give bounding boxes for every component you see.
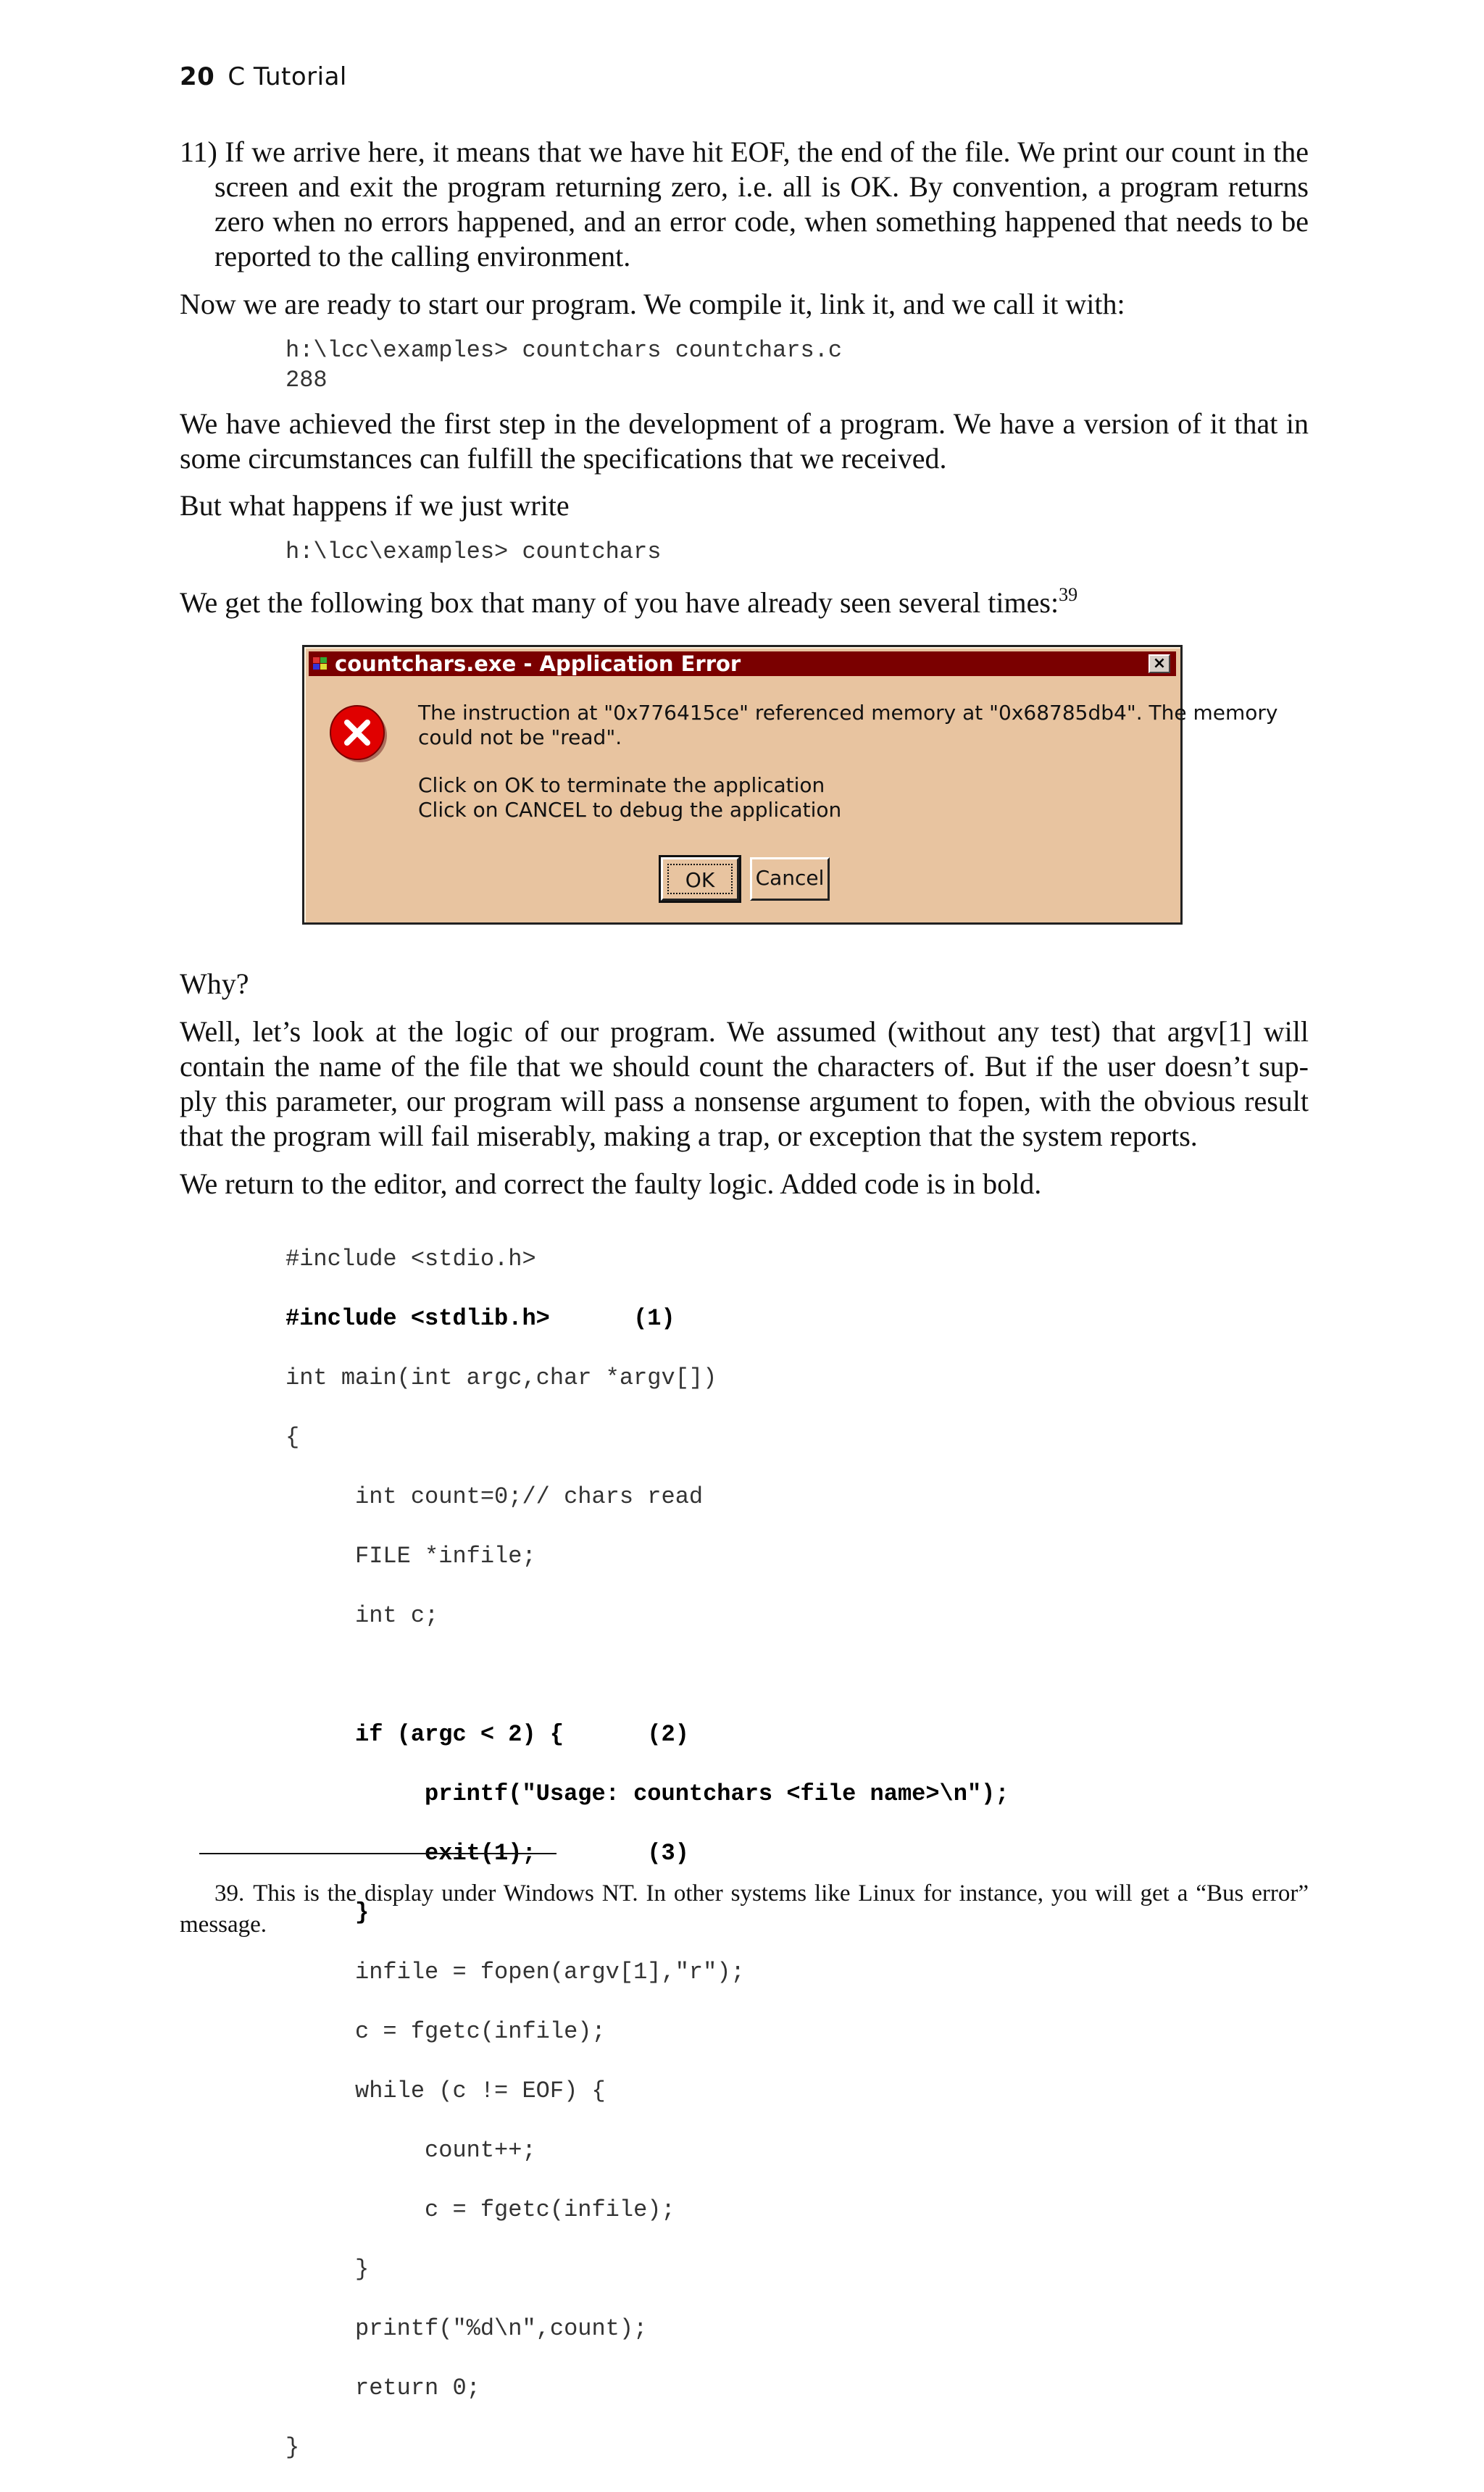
error-message-line-1: The instruction at "0x776415ce" referenced memory at "0x68785db4". The memory xyxy=(418,701,1278,725)
code-line-added: if (argc < 2) { (2) xyxy=(285,1721,689,1748)
code-line: infile = fopen(argv[1],"r"); xyxy=(285,1959,745,1985)
application-error-dialog xyxy=(302,645,1278,925)
code-line: count++; xyxy=(285,2137,536,2164)
code-line: int count=0;// chars read xyxy=(285,1483,704,1510)
paragraph-what-happens: But what happens if we just write xyxy=(180,489,570,522)
close-button[interactable]: × xyxy=(1149,654,1170,673)
footnote-number: 39. xyxy=(214,1880,245,1906)
footnote-marker: 39 xyxy=(1059,584,1078,605)
error-message-line-4: Click on CANCEL to debug the application xyxy=(418,798,842,822)
page-number: 20 xyxy=(180,62,215,91)
code-line: } xyxy=(285,2256,370,2283)
code-line: c = fgetc(infile); xyxy=(285,2196,675,2223)
error-message-line-2: could not be "read". xyxy=(418,725,622,749)
app-icon xyxy=(313,657,328,670)
ok-button-label: OK xyxy=(667,864,733,894)
ok-button[interactable] xyxy=(661,857,739,901)
code-line: { xyxy=(285,1424,300,1451)
paragraph-ready: Now we are ready to start our program. We compile it, link it, and we call it with: xyxy=(180,288,1125,320)
cancel-button[interactable]: Cancel xyxy=(750,857,830,901)
code-line: printf("%d\n",count); xyxy=(285,2315,648,2342)
command-example-2: h:\lcc\examples> countchars xyxy=(285,538,662,565)
code-line: c = fgetc(infile); xyxy=(285,2018,606,2045)
code-line: #include <stdio.h> xyxy=(285,1246,536,1272)
code-line: int main(int argc,char *argv[]) xyxy=(285,1364,717,1391)
running-title: C Tutorial xyxy=(228,62,347,91)
footnote xyxy=(180,1878,1309,1941)
error-message-line-3: Click on OK to terminate the application xyxy=(418,773,825,797)
paragraph-return: We return to the editor, and correct the faulty logic. Added code is in bold. xyxy=(180,1167,1042,1200)
paragraph-why: Why? xyxy=(180,967,249,1000)
code-line: FILE *infile; xyxy=(285,1543,536,1570)
code-line: int c; xyxy=(285,1602,439,1629)
code-line-added: exit(1); (3) xyxy=(285,1840,689,1867)
code-line xyxy=(285,1660,1009,1690)
code-line-added: #include <stdlib.h> (1) xyxy=(285,1305,675,1332)
error-icon xyxy=(329,704,388,764)
code-line-added: printf("Usage: countchars <file name>\n"); xyxy=(285,1780,1009,1807)
paragraph-box: We get the following box that many of you have already seen several times:$^{39}$ xyxy=(180,584,1078,619)
dialog-title: countchars.exe - Application Error xyxy=(335,651,741,676)
dialog-titlebar xyxy=(309,651,1176,676)
code-line: return 0; xyxy=(285,2375,480,2401)
code-line-added: } xyxy=(285,1899,370,1926)
paragraph-achieved: We have achieved the first step in the development of a program. We have a version of it that in some circumstances can fulfill the specifications that we received. xyxy=(180,407,1309,475)
code-line: } xyxy=(285,2434,300,2461)
paragraph-item-11: 11) If we arrive here, it means that we have hit EOF, the end of the file. We print our count in the screen and exit the program returning zero, i.e. all is OK. By convention, a program returns zero when no errors happened, and an error code, when something happened that needs to be reported to the calling environment. xyxy=(180,136,1309,272)
footnote-text: This is the display under Windows NT. In other systems like Linux for instance, you will get a “Bus error” message. xyxy=(180,1880,1309,1938)
footnote-divider xyxy=(199,1853,556,1854)
code-line: while (c != EOF) { xyxy=(285,2078,606,2104)
paragraph-logic: Well, let’s look at the logic of our program. We assumed (without any test) that argv[1] will contain the name of the file that we should count the characters of. But if the user doesn’t sup-ply this parameter, our program will pass a nonsense argument to fopen, with the obvious result that the program will fail miserably, making a trap, or exception that the system reports. xyxy=(180,1015,1309,1152)
page-header xyxy=(180,62,347,91)
command-example-1: h:\lcc\examples> countchars countchars.c 288 xyxy=(285,337,843,393)
